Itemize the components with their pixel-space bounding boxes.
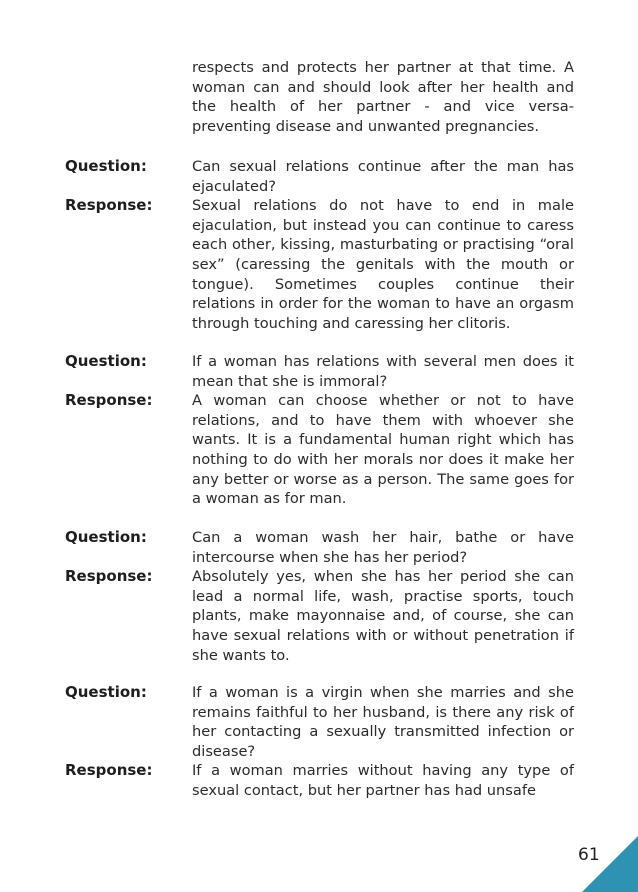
response-label: Response: (65, 196, 153, 215)
question-row (65, 683, 574, 761)
response-label: Response: (65, 391, 153, 410)
response-text: Sexual relations do not have to end in male ejaculation, but instead you can continue to caress each other, kissing, masturbating or practising “oral sex” (caressing the genitals with the mouth or tongue). Sometimes couples continue their relations in order for the woman to have an orgasm through touching and caressing her clitoris. (192, 197, 574, 332)
response-row (65, 391, 574, 509)
question-row (65, 352, 574, 391)
question-label: Question: (65, 157, 147, 175)
response-row (65, 196, 574, 333)
question-text: Can a woman wash her hair, bathe or have intercourse when she has her period? (192, 529, 574, 566)
intro-paragraph (192, 58, 574, 136)
qa-item (65, 352, 574, 509)
question-row (65, 528, 574, 567)
corner-triangle-decoration (582, 836, 638, 892)
qa-item (65, 528, 574, 665)
response-label: Response: (65, 761, 153, 780)
qa-item (65, 157, 574, 333)
question-label: Question: (65, 352, 147, 370)
response-text: Absolutely yes, when she has her period she can lead a normal life, wash, practise sports, touch plants, make mayonnaise and, of course, she can have sexual relations with or without penetration if she wants to. (192, 568, 574, 664)
question-label: Question: (65, 683, 147, 701)
intro-text: respects and protects her partner at that time. A woman can and should look after her health and the health of her partner - and vice versa- preventing disease and unwanted pregnancies. (192, 59, 574, 135)
response-text: A woman can choose whether or not to have relations, and to have them with whoever she wants. It is a fundamental human right which has nothing to do with her morals nor does it make her any better or worse as a person. The same goes for a woman as for man. (192, 392, 574, 508)
question-row (65, 157, 574, 196)
question-text: If a woman has relations with several men does it mean that she is immoral? (192, 353, 574, 390)
question-label: Question: (65, 528, 147, 546)
response-text: If a woman marries without having any type of sexual contact, but her partner has had unsafe (192, 762, 574, 799)
qa-item (65, 683, 574, 801)
question-text: Can sexual relations continue after the man has ejaculated? (192, 158, 574, 195)
page-number: 61 (578, 845, 600, 865)
response-row (65, 567, 574, 665)
response-label: Response: (65, 567, 153, 586)
response-row (65, 761, 574, 800)
question-text: If a woman is a virgin when she marries and she remains faithful to her husband, is there any risk of her contacting a sexually transmitted infection or disease? (192, 684, 574, 760)
